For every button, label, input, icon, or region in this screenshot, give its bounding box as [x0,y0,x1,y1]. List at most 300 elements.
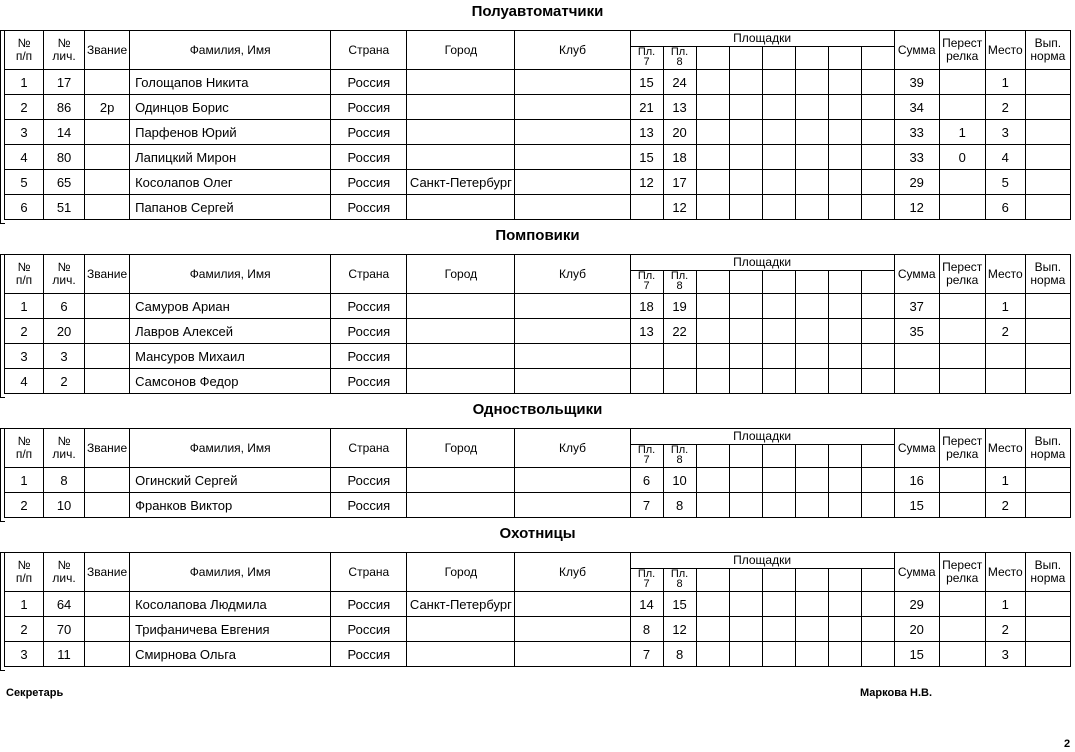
cell-shootoff: 0 [939,145,985,170]
cell-platform-empty [729,642,762,667]
cell-sum [894,344,939,369]
cell-platform-empty [762,344,795,369]
platforms-subgrid [631,568,894,591]
cell-club [515,95,630,120]
cell-platform-empty [729,70,762,95]
col-header-platform-empty [796,271,829,293]
cell-platform-empty [861,493,894,518]
cell-sum: 15 [894,493,939,518]
cell-platform-empty [828,70,861,95]
cell-club [515,120,630,145]
results-table [4,552,1071,667]
cell-platform-empty [861,145,894,170]
cell-platform-empty [696,170,729,195]
cell-city [407,70,515,95]
cell-rank [85,493,130,518]
cell-pl8: 13 [663,95,696,120]
cell-club [515,369,630,394]
cell-norm [1025,294,1070,319]
cell-platform-empty [795,170,828,195]
cell-sum: 15 [894,642,939,667]
platforms-label: Площадки [733,429,792,443]
cell-num: 1 [5,468,44,493]
col-header-platform-empty [763,445,796,467]
secretary-label: Секретарь [6,687,64,699]
cell-rank [85,319,130,344]
cell-norm [1025,617,1070,642]
cell-norm [1025,344,1070,369]
cell-platform-empty [861,294,894,319]
cell-platform-empty [795,344,828,369]
cell-platform-empty [861,319,894,344]
cell-city [407,468,515,493]
cell-platform-empty [795,70,828,95]
cell-platform-empty [729,170,762,195]
cell-platform-empty [762,70,795,95]
table-row [5,170,1071,195]
page-number: 2 [1064,738,1071,750]
cell-platform-empty [795,319,828,344]
cell-platform-empty [861,617,894,642]
cell-platform-empty [729,369,762,394]
cell-lic: 14 [44,120,85,145]
col-header-pl8: Пл. 8 [664,445,697,467]
section-title: Одноствольщики [472,401,603,418]
col-header-sum: Сумма [894,429,939,468]
col-header-pl7: Пл. 7 [631,569,664,591]
cell-pl7: 15 [630,70,663,95]
cell-rank: 2р [85,95,130,120]
cell-platform-empty [696,294,729,319]
cell-place: 3 [985,642,1025,667]
cell-platform-empty [696,120,729,145]
cell-rank [85,617,130,642]
section-title: Полуавтоматчики [471,3,604,20]
cell-name: Лавров Алексей [130,319,331,344]
col-header-lic: № лич. [44,553,85,592]
col-header-place: Место [985,429,1025,468]
col-header-shootoff: Перест релка [939,553,985,592]
cell-pl7: 7 [630,642,663,667]
cell-city [407,369,515,394]
cell-platform-empty [795,95,828,120]
cell-platform-empty [828,642,861,667]
cell-name: Одинцов Борис [130,95,331,120]
cell-num: 2 [5,319,44,344]
table-row [5,145,1071,170]
cell-platform-empty [729,468,762,493]
cell-platform-empty [762,369,795,394]
cell-sum: 33 [894,120,939,145]
col-header-platform-empty [796,47,829,69]
table-header-row [5,553,1071,592]
cell-lic: 3 [44,344,85,369]
cell-rank [85,344,130,369]
cell-shootoff [939,493,985,518]
col-header-platform-empty [763,47,796,69]
cell-city [407,319,515,344]
cell-sum: 39 [894,70,939,95]
cell-platform-empty [762,617,795,642]
cell-platform-empty [795,369,828,394]
cell-club [515,70,630,95]
cell-norm [1025,468,1070,493]
cell-num: 3 [5,120,44,145]
cell-country: Россия [331,195,407,220]
col-header-platform-empty [829,569,862,591]
col-header-club: Клуб [515,429,630,468]
col-header-pl7: Пл. 7 [631,445,664,467]
platforms-label: Площадки [733,255,792,269]
platforms-subgrid [631,270,894,293]
cell-lic: 70 [44,617,85,642]
cell-sum: 20 [894,617,939,642]
cell-shootoff: 1 [939,120,985,145]
cell-lic: 6 [44,294,85,319]
cell-platform-empty [861,170,894,195]
cell-club [515,294,630,319]
cell-platform-empty [861,468,894,493]
col-header-city: Город [407,553,515,592]
col-header-country: Страна [331,255,407,294]
cell-num: 5 [5,170,44,195]
cell-platform-empty [762,170,795,195]
cell-pl7: 15 [630,145,663,170]
col-header-platform-empty [862,445,894,467]
cell-name: Косолапов Олег [130,170,331,195]
cell-lic: 11 [44,642,85,667]
secretary-name: Маркова Н.В. [860,687,933,699]
col-header-platforms [630,429,894,468]
cell-platform-empty [828,617,861,642]
col-header-country: Страна [331,31,407,70]
table-row [5,344,1071,369]
table-row [5,294,1071,319]
cell-platform-empty [828,145,861,170]
cell-pl8: 15 [663,592,696,617]
cell-platform-empty [729,195,762,220]
cell-club [515,319,630,344]
cell-rank [85,369,130,394]
cell-platform-empty [795,642,828,667]
cell-country: Россия [331,170,407,195]
cell-rank [85,294,130,319]
col-header-platforms [630,553,894,592]
cell-name: Голощапов Никита [130,70,331,95]
cell-place: 2 [985,319,1025,344]
cell-platform-empty [696,145,729,170]
cell-shootoff [939,468,985,493]
platforms-subgrid [631,444,894,467]
cell-platform-empty [729,120,762,145]
cell-sum: 29 [894,592,939,617]
cell-sum: 16 [894,468,939,493]
cell-norm [1025,145,1070,170]
section-title: Охотницы [499,525,576,542]
table-header-row [5,255,1071,294]
cell-name: Парфенов Юрий [130,120,331,145]
cell-platform-empty [828,195,861,220]
cell-place: 1 [985,592,1025,617]
cell-pl8 [663,344,696,369]
col-header-norm: Вып. норма [1025,31,1070,70]
col-header-country: Страна [331,429,407,468]
cell-num: 1 [5,592,44,617]
col-header-platform-empty [730,47,763,69]
results-table [4,30,1071,220]
cell-place: 3 [985,120,1025,145]
cell-country: Россия [331,493,407,518]
col-header-rank: Звание [85,429,130,468]
cell-lic: 20 [44,319,85,344]
cell-platform-empty [696,195,729,220]
cell-platform-empty [729,344,762,369]
cell-lic: 80 [44,145,85,170]
cell-rank [85,170,130,195]
cell-platform-empty [861,95,894,120]
cell-platform-empty [762,195,795,220]
cell-lic: 86 [44,95,85,120]
cell-city [407,617,515,642]
cell-platform-empty [729,493,762,518]
cell-shootoff [939,95,985,120]
cell-sum: 34 [894,95,939,120]
cell-pl7: 14 [630,592,663,617]
cell-city [407,95,515,120]
cell-club [515,344,630,369]
cell-place: 1 [985,70,1025,95]
col-header-platform-empty [862,569,894,591]
col-header-name: Фамилия, Имя [130,31,331,70]
col-header-lic: № лич. [44,31,85,70]
col-header-num: № п/п [5,31,44,70]
results-table [4,428,1071,518]
cell-lic: 10 [44,493,85,518]
cell-platform-empty [861,369,894,394]
cell-lic: 65 [44,170,85,195]
cell-rank [85,145,130,170]
cell-name: Лапицкий Мирон [130,145,331,170]
cell-place: 6 [985,195,1025,220]
cell-norm [1025,120,1070,145]
cell-pl8: 10 [663,468,696,493]
col-header-name: Фамилия, Имя [130,429,331,468]
cell-name: Франков Виктор [130,493,331,518]
cell-platform-empty [861,642,894,667]
cell-platform-empty [795,617,828,642]
cell-name: Папанов Сергей [130,195,331,220]
cell-rank [85,592,130,617]
cell-place: 5 [985,170,1025,195]
cell-platform-empty [828,493,861,518]
cell-platform-empty [762,294,795,319]
cell-pl8: 12 [663,195,696,220]
cell-pl8: 17 [663,170,696,195]
col-header-platform-empty [697,569,730,591]
cell-rank [85,120,130,145]
table-row [5,617,1071,642]
col-header-norm: Вып. норма [1025,255,1070,294]
cell-country: Россия [331,468,407,493]
col-header-place: Место [985,553,1025,592]
col-header-pl8: Пл. 8 [664,47,697,69]
col-header-club: Клуб [515,255,630,294]
col-header-sum: Сумма [894,553,939,592]
col-header-platform-empty [697,271,730,293]
cell-platform-empty [828,95,861,120]
col-header-num: № п/п [5,255,44,294]
cell-club [515,617,630,642]
cell-num: 2 [5,617,44,642]
cell-pl8: 19 [663,294,696,319]
cell-num: 3 [5,642,44,667]
cell-pl7 [630,369,663,394]
cell-city: Санкт-Петербург [407,592,515,617]
table-row [5,95,1071,120]
cell-sum: 33 [894,145,939,170]
cell-country: Россия [331,344,407,369]
cell-city [407,493,515,518]
cell-platform-empty [696,493,729,518]
cell-city [407,344,515,369]
section-title: Помповики [495,227,580,244]
col-header-city: Город [407,429,515,468]
col-header-num: № п/п [5,429,44,468]
col-header-name: Фамилия, Имя [130,553,331,592]
cell-platform-empty [729,95,762,120]
cell-country: Россия [331,369,407,394]
cell-platform-empty [762,95,795,120]
cell-pl8: 18 [663,145,696,170]
cell-rank [85,195,130,220]
col-header-platform-empty [730,569,763,591]
cell-shootoff [939,294,985,319]
table-row [5,70,1071,95]
table-row [5,642,1071,667]
cell-lic: 8 [44,468,85,493]
col-header-shootoff: Перест релка [939,255,985,294]
cell-num: 1 [5,294,44,319]
table-row [5,468,1071,493]
col-header-platforms [630,255,894,294]
cell-platform-empty [762,319,795,344]
cell-platform-empty [795,145,828,170]
cell-platform-empty [795,195,828,220]
cell-platform-empty [828,369,861,394]
col-header-rank: Звание [85,553,130,592]
cell-country: Россия [331,642,407,667]
cell-club [515,642,630,667]
cell-rank [85,468,130,493]
col-header-platform-empty [730,271,763,293]
cell-platform-empty [828,468,861,493]
cell-city [407,120,515,145]
cell-norm [1025,95,1070,120]
cell-city [407,145,515,170]
cell-country: Россия [331,592,407,617]
col-header-pl7: Пл. 7 [631,271,664,293]
table-row [5,493,1071,518]
cell-platform-empty [861,195,894,220]
cell-club [515,170,630,195]
cell-country: Россия [331,294,407,319]
cell-name: Смирнова Ольга [130,642,331,667]
cell-platform-empty [696,468,729,493]
col-header-lic: № лич. [44,429,85,468]
cell-norm [1025,170,1070,195]
col-header-platform-empty [697,47,730,69]
col-header-platform-empty [796,569,829,591]
cell-club [515,195,630,220]
col-header-pl7: Пл. 7 [631,47,664,69]
cell-num: 4 [5,369,44,394]
cell-pl7: 13 [630,120,663,145]
cell-sum: 29 [894,170,939,195]
table-row [5,319,1071,344]
cell-pl7 [630,195,663,220]
cell-shootoff [939,642,985,667]
col-header-num: № п/п [5,553,44,592]
cell-num: 6 [5,195,44,220]
cell-norm [1025,592,1070,617]
cell-name: Самуров Ариан [130,294,331,319]
cell-platform-empty [762,120,795,145]
cell-platform-empty [729,294,762,319]
cell-country: Россия [331,319,407,344]
table-row [5,120,1071,145]
cell-club [515,592,630,617]
cell-platform-empty [828,170,861,195]
cell-pl7 [630,344,663,369]
col-header-platform-empty [697,445,730,467]
cell-platform-empty [795,294,828,319]
cell-platform-empty [696,617,729,642]
cell-platform-empty [696,592,729,617]
cell-platform-empty [696,95,729,120]
cell-rank [85,642,130,667]
cell-rank [85,70,130,95]
cell-name: Мансуров Михаил [130,344,331,369]
cell-platform-empty [729,319,762,344]
cell-platform-empty [762,642,795,667]
col-header-shootoff: Перест релка [939,31,985,70]
cell-shootoff [939,319,985,344]
cell-place: 2 [985,617,1025,642]
col-header-pl8: Пл. 8 [664,569,697,591]
cell-pl8: 8 [663,493,696,518]
cell-norm [1025,195,1070,220]
cell-club [515,468,630,493]
cell-num: 1 [5,70,44,95]
cell-norm [1025,369,1070,394]
col-header-platform-empty [763,271,796,293]
cell-platform-empty [828,294,861,319]
cell-platform-empty [762,468,795,493]
cell-platform-empty [696,319,729,344]
cell-shootoff [939,617,985,642]
table-row [5,592,1071,617]
cell-place: 1 [985,468,1025,493]
table-row [5,369,1071,394]
cell-platform-empty [828,120,861,145]
platforms-label: Площадки [733,553,792,567]
col-header-platform-empty [763,569,796,591]
cell-place: 1 [985,294,1025,319]
cell-place: 2 [985,95,1025,120]
col-header-rank: Звание [85,255,130,294]
cell-country: Россия [331,70,407,95]
cell-pl8: 24 [663,70,696,95]
